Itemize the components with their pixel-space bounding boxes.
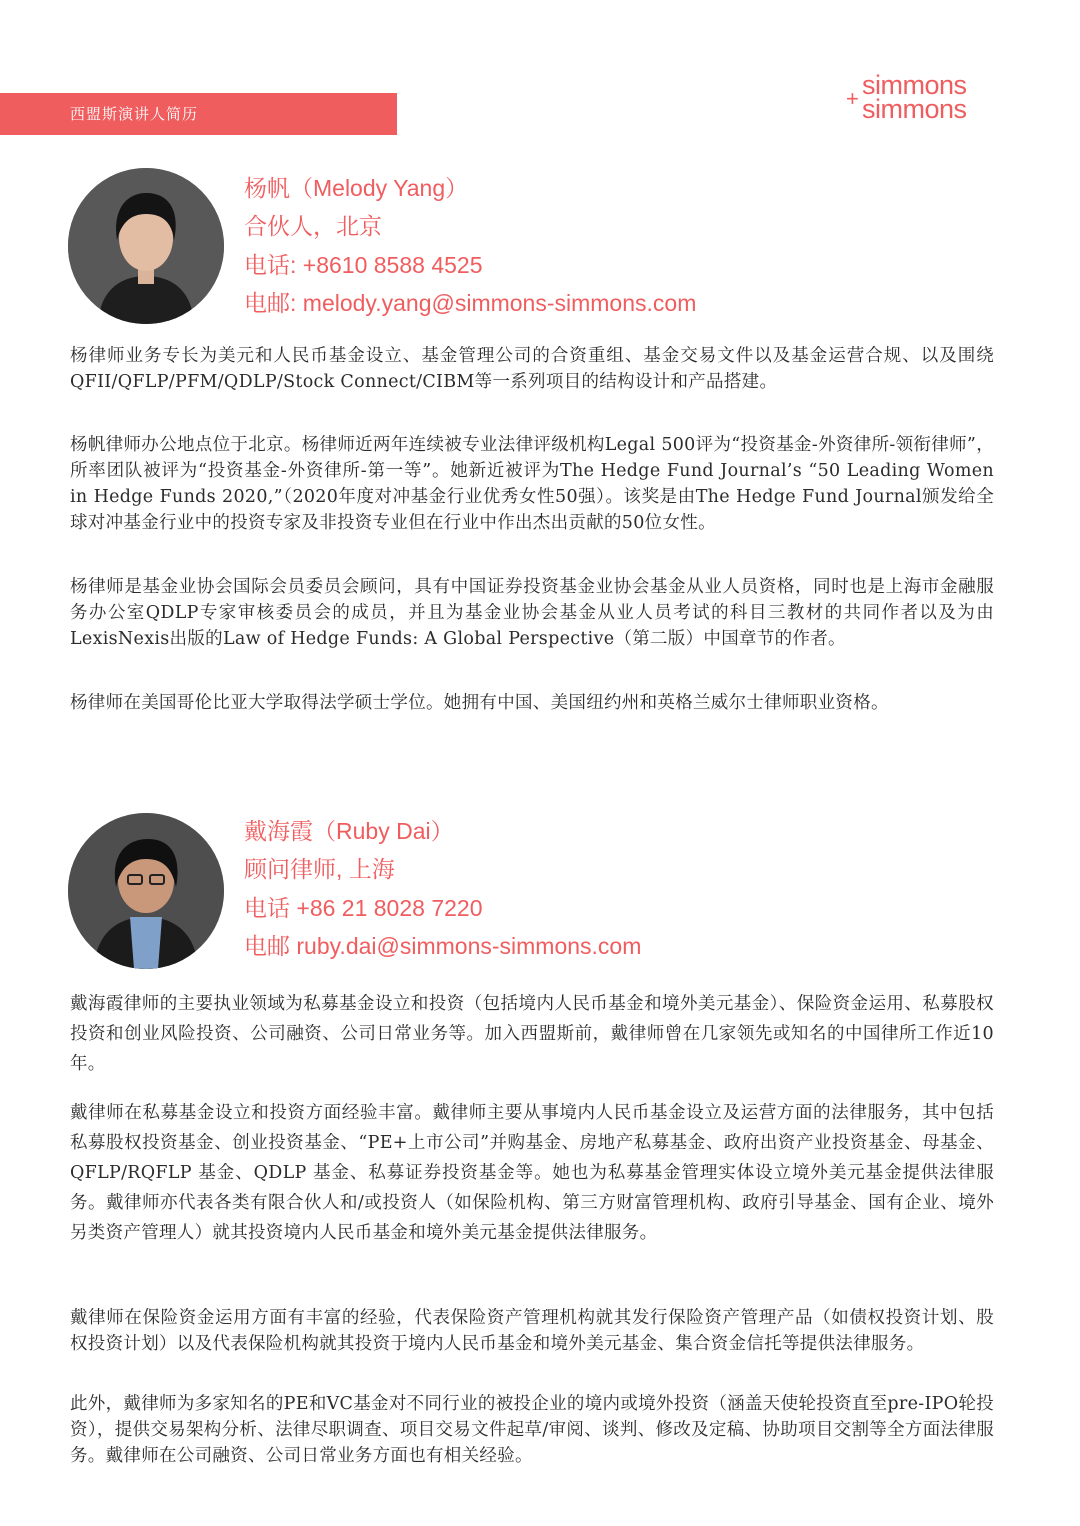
speaker-email[interactable]: 电邮: melody.yang@simmons-simmons.com: [244, 290, 697, 316]
banner-title: 西盟斯演讲人简历: [70, 105, 199, 123]
speaker-email[interactable]: 电邮 ruby.dai@simmons-simmons.com: [244, 933, 642, 959]
simmons-logo: [846, 70, 1006, 126]
speaker-name: 戴海霞（Ruby Dai）: [244, 818, 454, 844]
bio-paragraph: 杨律师在美国哥伦比亚大学取得法学硕士学位。她拥有中国、美国纽约州和英格兰威尔士律师职业资格。: [70, 693, 889, 713]
speaker-phone[interactable]: 电话: +8610 8588 4525: [244, 252, 483, 278]
speaker-phone[interactable]: 电话 +86 21 8028 7220: [244, 895, 483, 921]
speaker-photo-ruby-dai: [68, 813, 224, 969]
speaker-title: 顾问律师, 上海: [244, 856, 395, 882]
speaker-title: 合伙人，北京: [244, 213, 382, 239]
speaker-photo-melody-yang: [68, 168, 224, 324]
bio-paragraph: 此外，戴律师为多家知名的PE和VC基金对不同行业的被投企业的境内或境外投资（涵盖天使轮投资直至pre-IPO轮投资），提供交易架构分析、法律尽职调查、项目交易文件起草/审阅、谈判、修改及定稿、协助项目交割等全方面法律服务。戴律师在公司融资、公司日常业务方面也有相关经验。: [70, 1394, 994, 1466]
header-banner: [0, 93, 397, 135]
logo-line-1: simmons: [862, 70, 967, 100]
speaker-name: 杨帆（Melody Yang）: [244, 175, 469, 201]
bio-paragraph: 杨律师业务专长为美元和人民币基金设立、基金管理公司的合资重组、基金交易文件以及基金运营合规、以及围绕QFII/QFLP/PFM/QDLP/Stock Connect/CIBM等一系列项目的结构设计和产品搭建。: [70, 346, 994, 392]
portrait-icon: [68, 813, 224, 969]
bio-paragraph: 戴律师在保险资金运用方面有丰富的经验，代表保险资产管理机构就其发行保险资产管理产品（如债权投资计划、股权投资计划）以及代表保险机构就其投资于境内人民币基金和境外美元基金、集合资金信托等提供法律服务。: [70, 1308, 994, 1354]
bio-paragraph: 戴律师在私募基金设立和投资方面经验丰富。戴律师主要从事境内人民币基金设立及运营方面的法律服务，其中包括私募股权投资基金、创业投资基金、“PE+上市公司”并购基金、房地产私募基金、政府出资产业投资基金、母基金、QFLP/RQFLP 基金、QDLP 基金、私募证券投资基金等。她也为私募基金管理实体设立境外美元基金提供法律服务。戴律师亦代表各类有限合伙人和/或投资人（如保险机构、第三方财富管理机构、政府引导基金、国有企业、境外另类资产管理人）就其投资境内人民币基金和境外美元基金提供法律服务。: [70, 1103, 994, 1243]
logo-plus: +: [846, 86, 859, 111]
logo-line-2: simmons: [862, 94, 967, 124]
portrait-icon: [68, 168, 224, 324]
bio-paragraph: 杨帆律师办公地点位于北京。杨律师近两年连续被专业法律评级机构Legal 500评为“投资基金-外资律所-领衔律师”，所率团队被评为“投资基金-外资律所-第一等”。她新近被评为The Hedge Fund Journal’s “50 Leading Women in Hedge Funds 2020,”（2020年度对冲基金行业优秀女性50强）。该奖是由The Hedge Fund Journal颁发给全球对冲基金行业中的投资专家及非投资专业但在行业中作出杰出贡献的50位女性。: [70, 435, 994, 533]
bio-paragraph: 戴海霞律师的主要执业领域为私募基金设立和投资（包括境内人民币基金和境外美元基金）、保险资金运用、私募股权投资和创业风险投资、公司融资、公司日常业务等。加入西盟斯前，戴律师曾在几家领先或知名的中国律所工作近10年。: [70, 994, 994, 1074]
bio-paragraph: 杨律师是基金业协会国际会员委员会顾问，具有中国证券投资基金业协会基金从业人员资格，同时也是上海市金融服务办公室QDLP专家审核委员会的成员，并且为基金业协会基金从业人员考试的科目三教材的共同作者以及为由LexisNexis出版的Law of Hedge Funds: A Global Perspective（第二版）中国章节的作者。: [70, 577, 994, 649]
